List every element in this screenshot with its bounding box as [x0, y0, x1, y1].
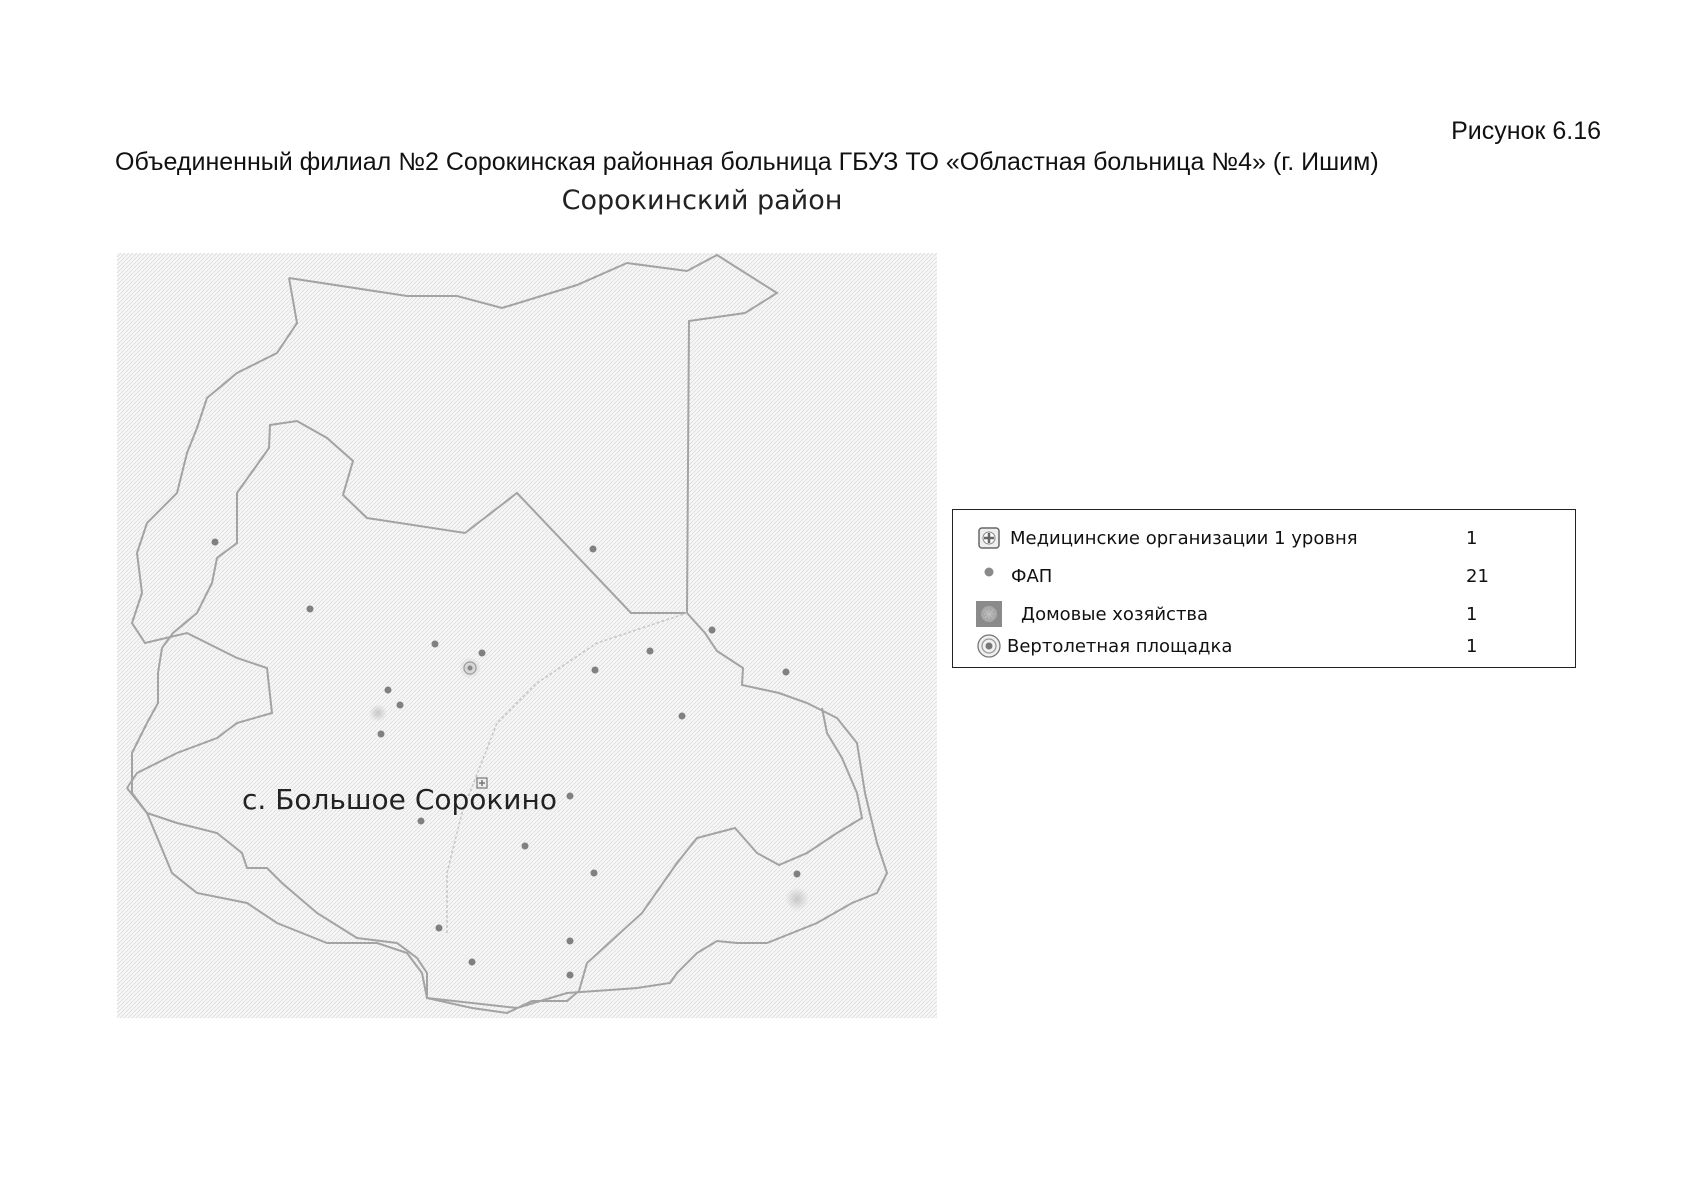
place-label: с. Большое Сорокино	[242, 783, 557, 816]
map-background	[117, 253, 937, 1018]
fap-marker	[709, 627, 716, 634]
fap-marker	[783, 669, 790, 676]
map-canvas	[117, 253, 937, 1018]
fap-marker	[679, 713, 686, 720]
fap-marker	[794, 871, 801, 878]
map-legend	[952, 509, 1576, 668]
fap-marker	[378, 731, 385, 738]
legend-count: 1	[1466, 635, 1478, 657]
helipad-icon	[975, 632, 1003, 660]
fap-marker	[397, 702, 404, 709]
legend-item	[953, 599, 1575, 629]
legend-count: 1	[1466, 603, 1478, 625]
legend-count: 21	[1466, 565, 1489, 587]
district-title: Сорокинский район	[561, 185, 843, 216]
medical-cross-icon	[975, 524, 1003, 552]
legend-count: 1	[1466, 527, 1478, 549]
fap-marker	[212, 539, 219, 546]
fap-dot-icon	[975, 562, 1003, 590]
legend-label: Домовые хозяйства	[1021, 603, 1209, 625]
fap-marker	[436, 925, 443, 932]
legend-label: Медицинские организации 1 уровня	[1010, 527, 1358, 549]
fap-marker	[385, 687, 392, 694]
legend-label: ФАП	[1011, 565, 1053, 587]
household-square-icon	[975, 600, 1003, 628]
legend-item	[953, 561, 1575, 591]
fap-marker	[418, 818, 425, 825]
fap-marker	[307, 606, 314, 613]
fap-marker	[590, 546, 597, 553]
fap-marker	[567, 972, 574, 979]
fap-marker	[522, 843, 529, 850]
fap-marker	[469, 959, 476, 966]
legend-item	[953, 523, 1575, 553]
fap-marker	[591, 870, 598, 877]
figure-number: Рисунок 6.16	[1451, 117, 1601, 145]
fap-marker	[592, 667, 599, 674]
helipad-marker	[459, 657, 481, 679]
legend-item	[953, 631, 1575, 661]
fap-marker	[567, 938, 574, 945]
fap-marker	[647, 648, 654, 655]
fap-marker	[567, 793, 574, 800]
figure-caption: Объединенный филиал №2 Сорокинская районная больница ГБУЗ ТО «Областная больница №4» (г. Ишим)	[115, 148, 1379, 176]
fap-marker	[479, 650, 486, 657]
fap-marker	[432, 641, 439, 648]
legend-label: Вертолетная площадка	[1007, 635, 1233, 657]
district-map	[117, 253, 937, 1018]
